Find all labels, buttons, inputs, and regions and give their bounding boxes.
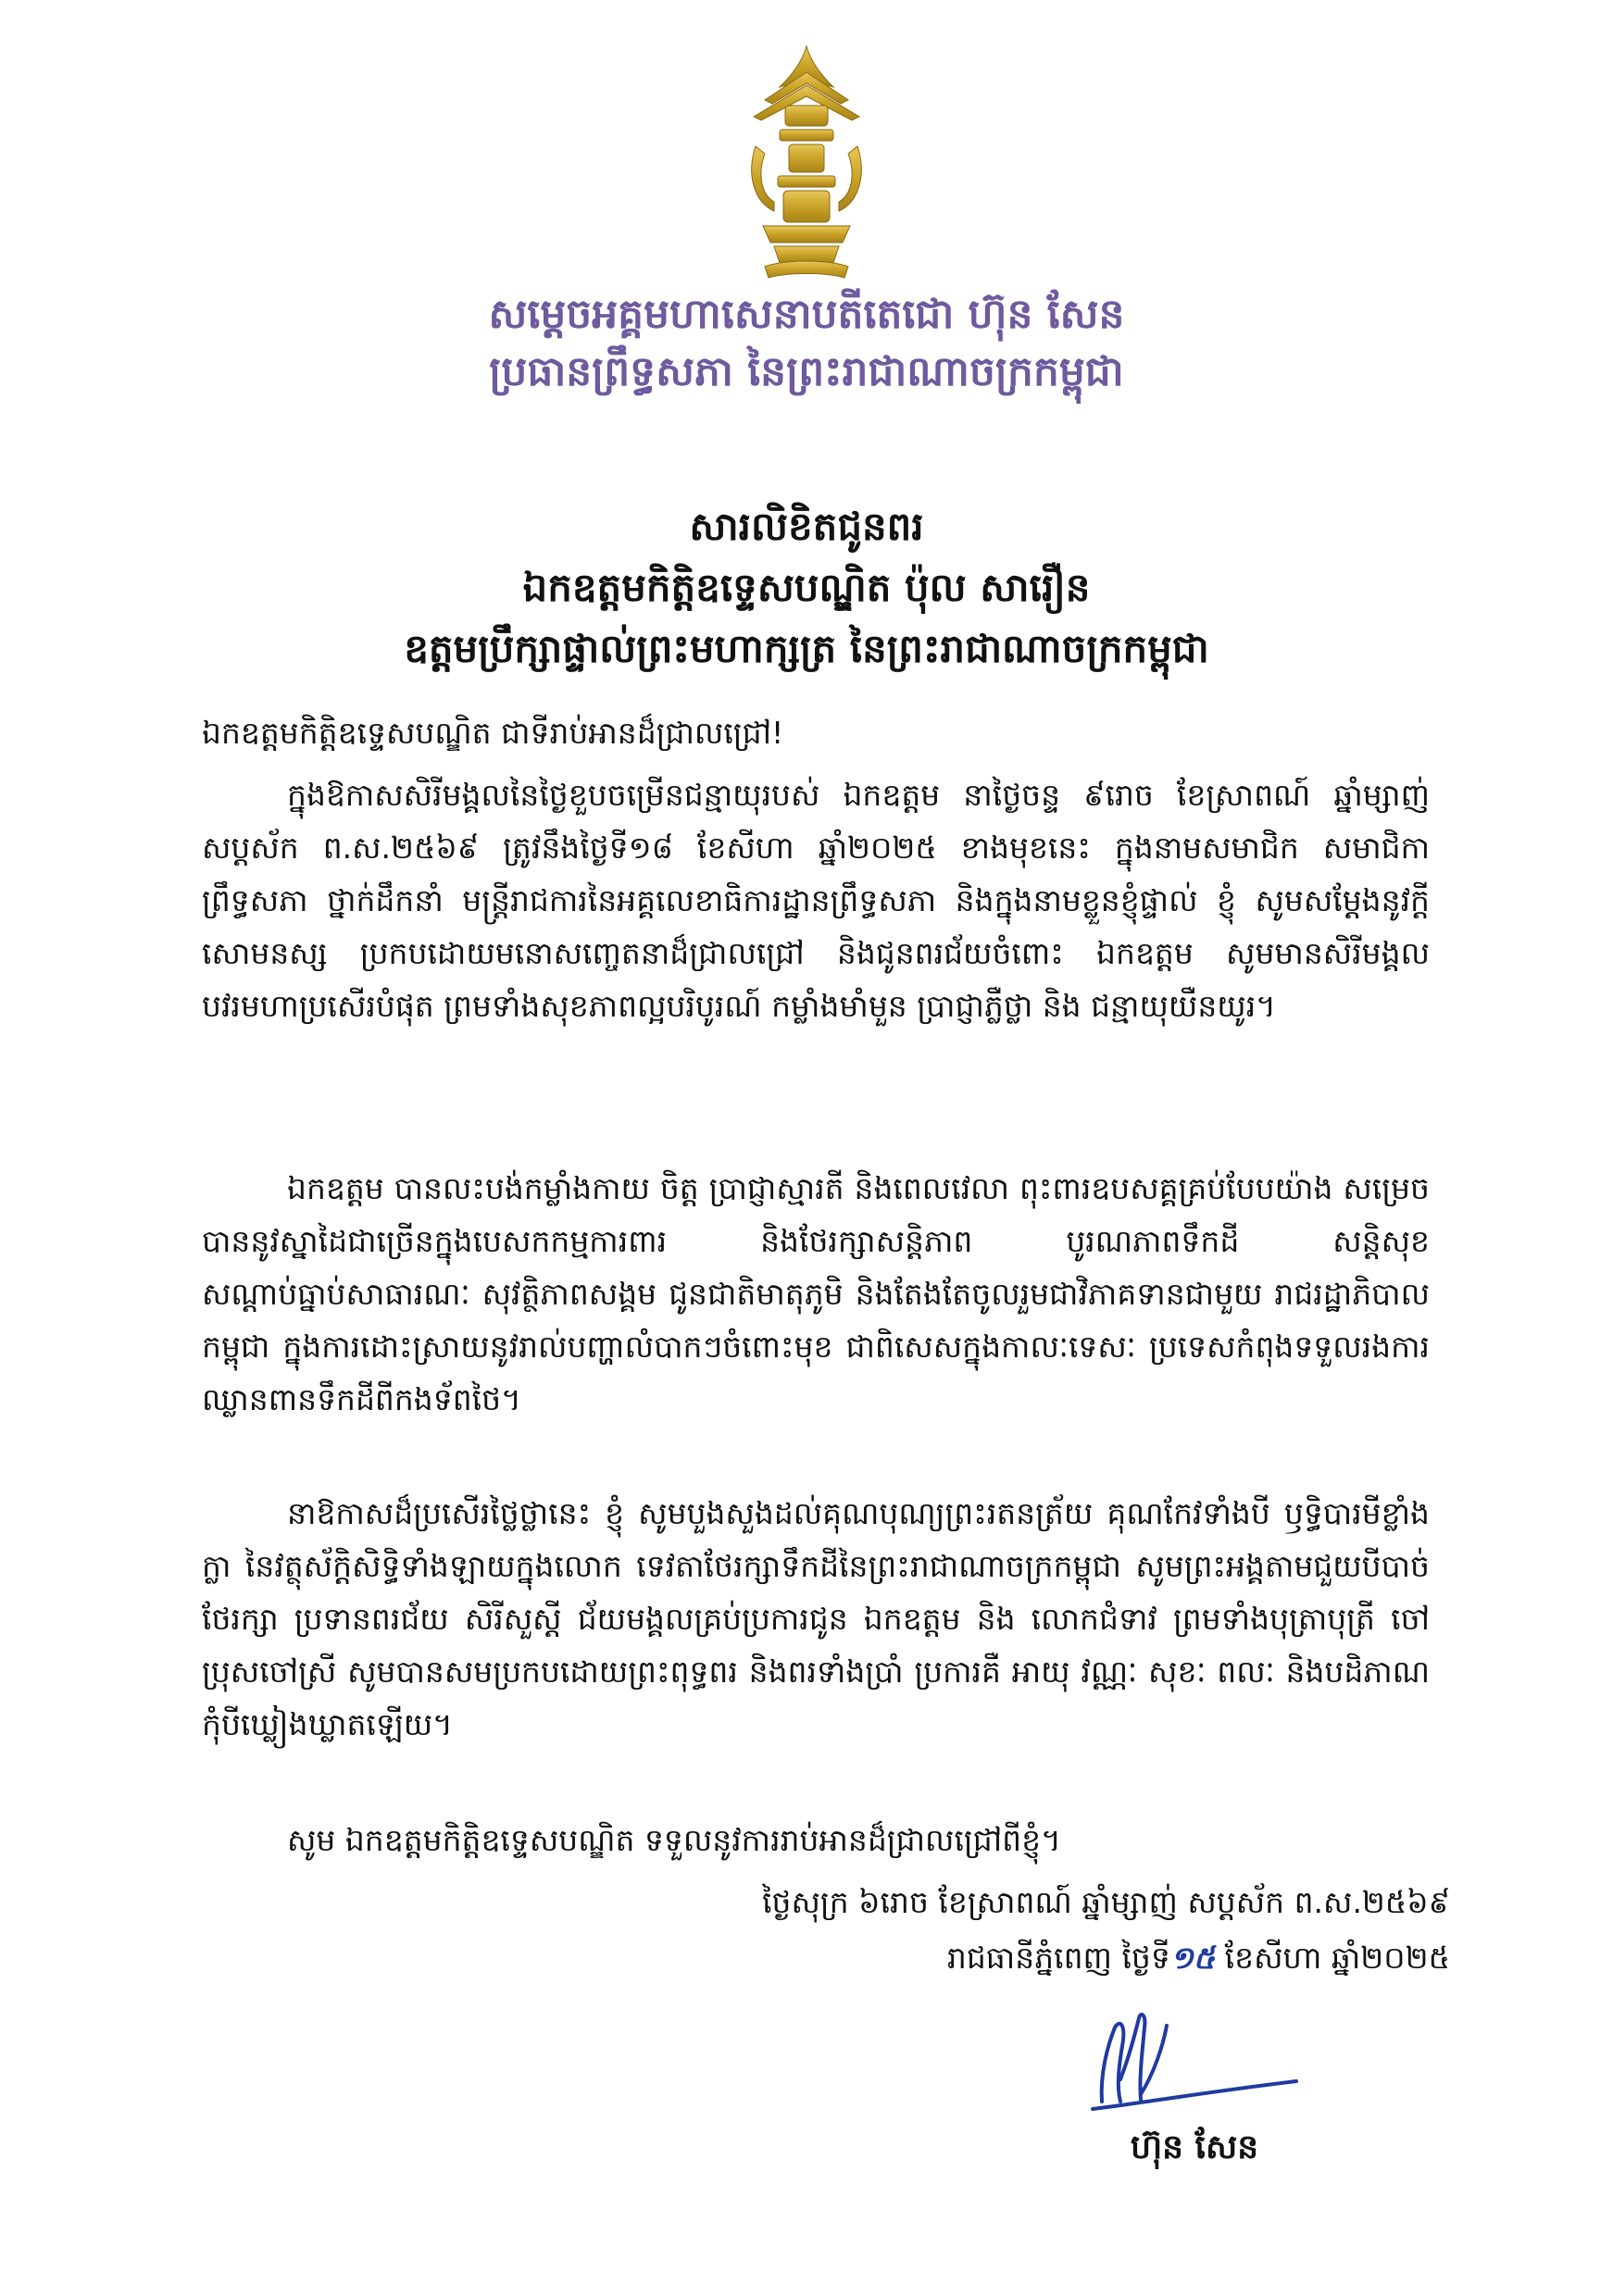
sender-position: ប្រធានព្រឹទ្ធសភា នៃព្រះរាជាណាចក្រកម្ពុជា — [489, 348, 1124, 395]
recipient-position: ឧត្តមប្រឹក្សាផ្ទាល់ព្រះមហាក្សត្រ នៃព្រះរាជាណាចក្រកម្ពុជា — [404, 626, 1209, 671]
place-date-prefix: រាជធានីភ្នំពេញ ថ្ងៃទី — [946, 1940, 1170, 1976]
sender-title: សម្ដេចអគ្គមហាសេនាបតីតេជោ ហ៊ុន សែន — [488, 291, 1125, 338]
handwritten-signature-icon — [1074, 1990, 1315, 2120]
paragraph-4: សូម ឯកឧត្តមកិត្តិឧទ្ទេសបណ្ឌិត ទទួលនូវការរាប់អានដ៏ជ្រាលជ្រៅពីខ្ញុំ។ — [287, 1822, 1061, 1858]
lunar-date: ថ្ងៃសុក្រ ៦រោច ខែស្រាពណ៍ ឆ្នាំម្សាញ់ សប្តស័ក ព.ស.២៥៦៩ — [762, 1884, 1450, 1920]
royal-emblem-icon — [737, 44, 876, 283]
recipient-name: ឯកឧត្តមកិត្តិឧទ្ទេសបណ្ឌិត ប៉ុល សារឿន — [522, 565, 1091, 610]
signatory-name: ហ៊ុន សែន — [1130, 2128, 1259, 2166]
place-date-suffix: ខែសីហា ឆ្នាំ២០២៥ — [1215, 1940, 1450, 1976]
paragraph-3: នាឱកាសដ៏ប្រសើរថ្លៃថ្លានេះ ខ្ញុំ សូមបួងសួងដល់គុណបុណ្យព្រះរតនត្រ័យ គុណកែវទាំងបី ឫទ្ធិបារមីខ្លាំងក្លា នៃវត្ថុស័ក្តិសិទ្ធិទាំងឡាយក្នុងលោក ទេវតាថែរក្សាទឹកដីនៃព្រះរាជាណាចក្រកម្ពុជា សូមព្រះអង្គតាមជួយបីបាច់ថែរក្សា ប្រទានពរជ័យ សិរីសួស្តី ជ័យមង្គលគ្រប់ប្រការជូន ឯកឧត្តម និង លោកជំទាវ ព្រមទាំងបុត្រាបុត្រី ចៅប្រុសចៅស្រី សូមបានសមប្រកបដោយព្រះពុទ្ធពរ និងពរទាំងប្រាំ ប្រការគឺ អាយុ វណ្ណៈ សុខៈ ពលៈ និងបដិភាណ កុំបីឃ្លៀងឃ្លាតឡើយ។ — [202, 1495, 1430, 1742]
handwritten-day: ១៥ — [1169, 1940, 1216, 1976]
paragraph-1: ក្នុងឱកាសសិរីមង្គលនៃថ្ងៃខួបចម្រើនជន្មាយុរបស់ ឯកឧត្តម នាថ្ងៃចន្ទ ៩រោច ខែស្រាពណ៍ ឆ្នាំម្សាញ់ សប្តស័ក ព.ស.២៥៦៩ ត្រូវនឹងថ្ងៃទី១៨ ខែសីហា ឆ្នាំ២០២៥ ខាងមុខនេះ ក្នុងនាមសមាជិក សមាជិកាព្រឹទ្ធសភា ថ្នាក់ដឹកនាំ មន្ត្រីរាជការនៃអគ្គលេខាធិការដ្ឋានព្រឹទ្ធសភា និងក្នុងនាមខ្លួនខ្ញុំផ្ទាល់ ខ្ញុំ សូមសម្តែងនូវក្តីសោមនស្ស ប្រកបដោយមនោសញ្ចេតនាដ៏ជ្រាលជ្រៅ និងជូនពរជ័យចំពោះ ឯកឧត្តម សូមមានសិរីមង្គល បវរមហាប្រសើរបំផុត ព្រមទាំងសុខភាពល្អបរិបូរណ៍ កម្លាំងមាំមួន ប្រាជ្ញាភ្លឺថ្លា និង ជន្មាយុយឺនយូរ។ — [202, 777, 1430, 1024]
letter-title-block — [0, 496, 1613, 680]
paragraph-2: ឯកឧត្តម បានលះបង់កម្លាំងកាយ ចិត្ត ប្រាជ្ញាស្មារតី និងពេលវេលា ពុះពារឧបសគ្គគ្រប់បែបយ៉ាង សម្រេចបាននូវស្នាដៃជាច្រើនក្នុងបេសកកម្មការពារ និងថែរក្សាសន្តិភាព បូរណភាពទឹកដី សន្តិសុខ សណ្តាប់ធ្នាប់សាធារណៈ សុវត្ថិភាពសង្គម ជូនជាតិមាតុភូមិ និងតែងតែចូលរួមជាវិភាគទានជាមួយ រាជរដ្ឋាភិបាលកម្ពុជា ក្នុងការដោះស្រាយនូវរាល់បញ្ហាលំបាកៗចំពោះមុខ ជាពិសេសក្នុងកាលៈទេសៈ ប្រទេសកំពុងទទួលរងការឈ្លានពានទឹកដីពីកងទ័ពថៃ។ — [202, 1170, 1430, 1417]
salutation: ឯកឧត្តមកិត្តិឧទ្ទេសបណ្ឌិត ជាទីរាប់អានដ៏ជ្រាលជ្រៅ! — [202, 715, 784, 751]
place-date — [648, 1930, 1450, 1986]
letter-title: សារលិខិតជូនពរ — [689, 504, 924, 549]
